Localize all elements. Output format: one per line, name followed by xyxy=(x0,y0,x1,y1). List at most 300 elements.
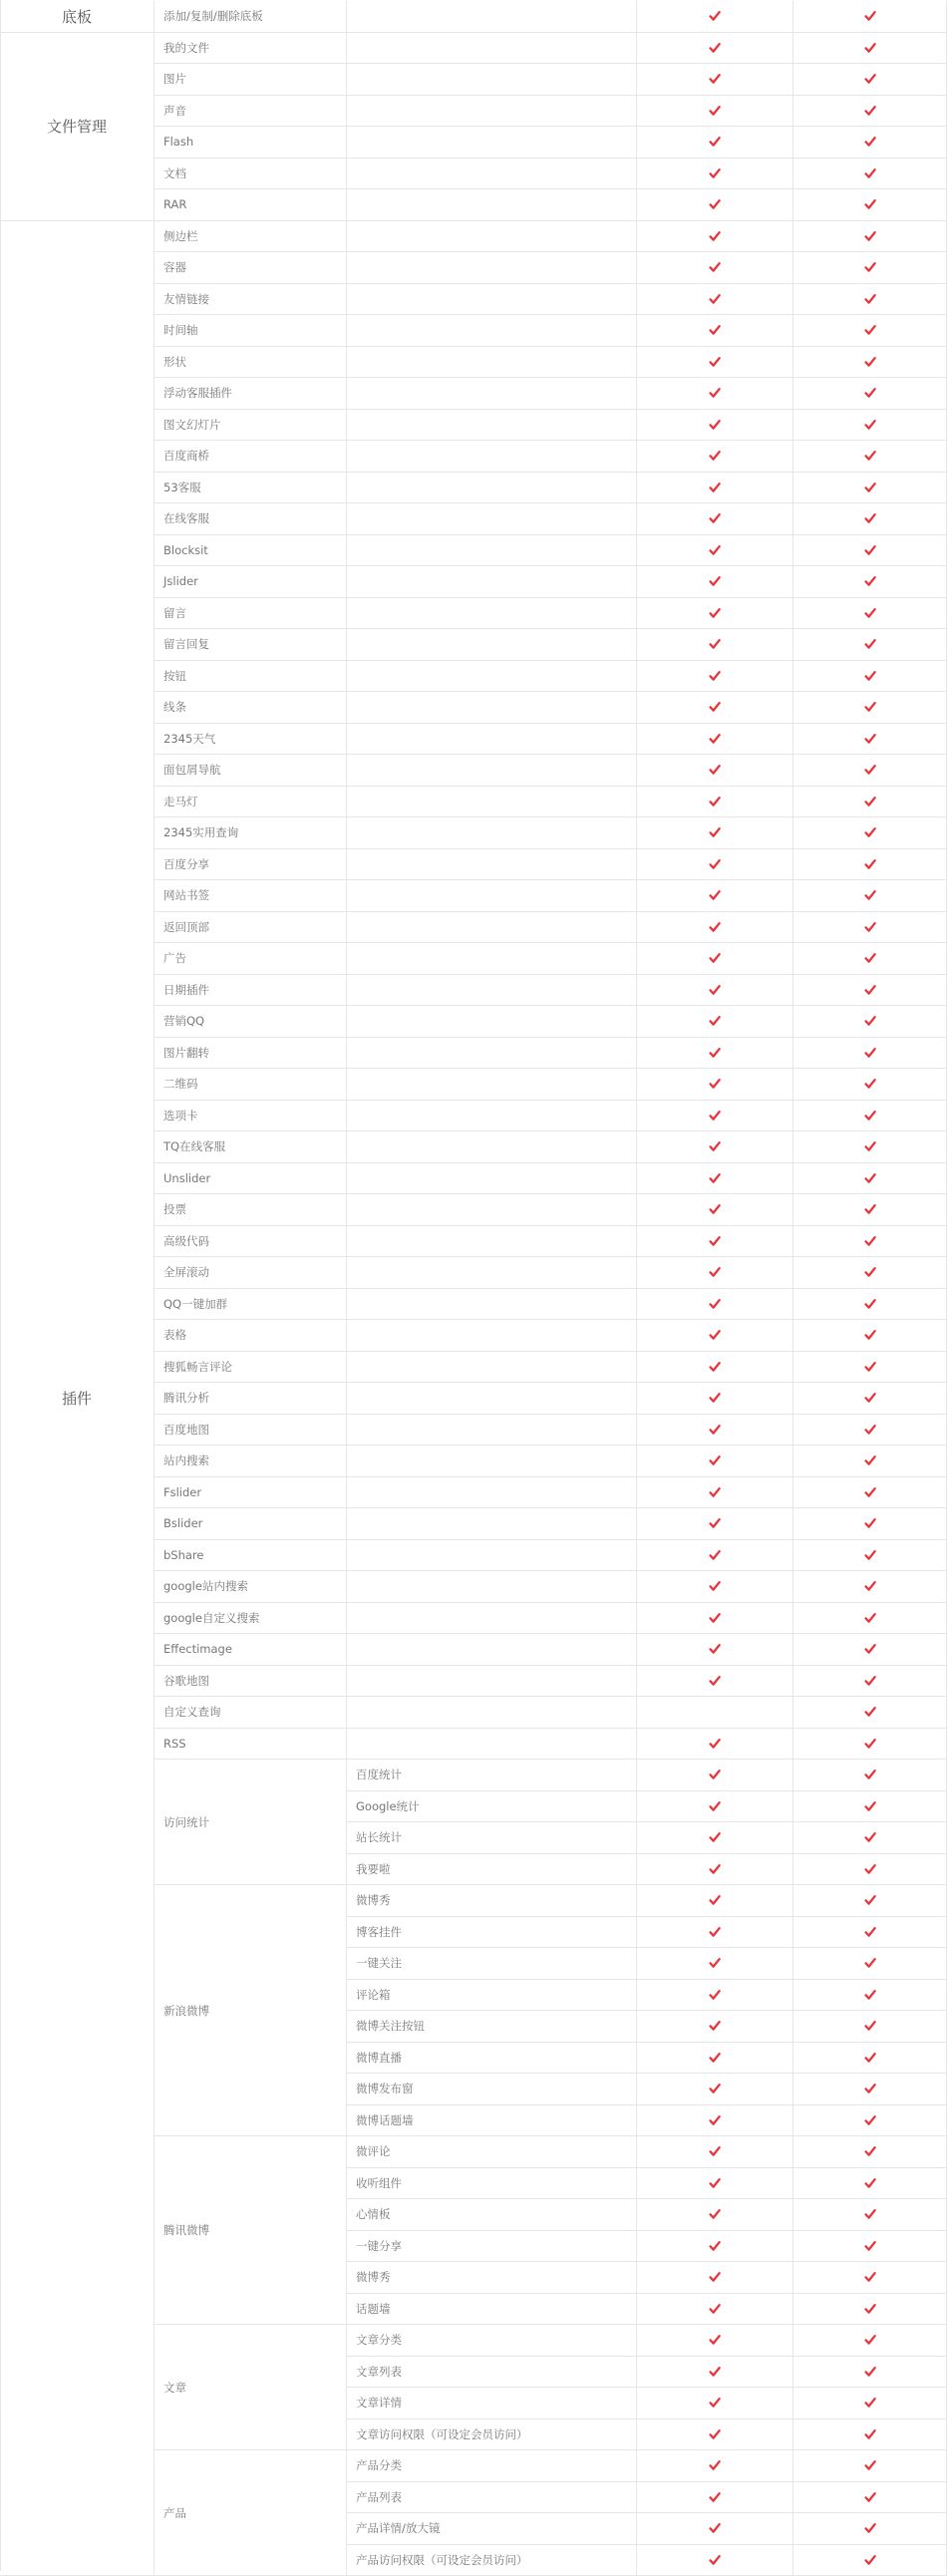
checkmark-icon xyxy=(864,2271,876,2283)
check-cell xyxy=(637,1760,793,1791)
checkmark-icon xyxy=(709,42,721,54)
check-cell xyxy=(793,473,947,504)
checkmark-icon xyxy=(709,1424,721,1436)
checkmark-icon xyxy=(864,2303,876,2315)
empty-sub-cell xyxy=(347,1194,637,1226)
checkmark-icon xyxy=(864,984,876,996)
checkmark-icon xyxy=(864,2459,876,2471)
checkmark-icon xyxy=(864,387,876,399)
empty-sub-cell xyxy=(347,566,637,598)
empty-sub-cell xyxy=(347,1352,637,1384)
check-cell xyxy=(793,127,947,159)
empty-sub-cell xyxy=(347,378,637,410)
checkmark-icon xyxy=(709,1392,721,1404)
check-cell xyxy=(793,755,947,787)
check-cell xyxy=(637,1320,793,1352)
check-cell xyxy=(637,2450,793,2482)
check-cell xyxy=(637,1729,793,1761)
checkmark-icon xyxy=(709,1926,721,1938)
check-cell xyxy=(793,33,947,65)
empty-sub-cell xyxy=(347,252,637,284)
checkmark-icon xyxy=(709,826,721,838)
check-cell xyxy=(793,724,947,756)
check-cell xyxy=(793,943,947,975)
feature-label: 腾讯分析 xyxy=(155,1383,347,1415)
checkmark-icon xyxy=(864,858,876,870)
checkmark-icon xyxy=(709,575,721,587)
feature-label: 二维码 xyxy=(155,1069,347,1101)
checkmark-icon xyxy=(864,1298,876,1310)
check-cell xyxy=(637,566,793,598)
checkmark-icon xyxy=(709,796,721,807)
check-cell xyxy=(793,2545,947,2576)
feature-label: TQ在线客服 xyxy=(155,1131,347,1163)
feature-label: 百度地图 xyxy=(155,1415,347,1447)
check-cell xyxy=(793,1194,947,1226)
check-cell xyxy=(793,503,947,535)
checkmark-icon xyxy=(709,1454,721,1466)
check-cell xyxy=(793,159,947,190)
check-cell xyxy=(793,2482,947,2514)
checkmark-icon xyxy=(864,261,876,273)
check-cell xyxy=(637,1477,793,1509)
check-cell xyxy=(793,1508,947,1540)
checkmark-icon xyxy=(709,387,721,399)
checkmark-icon xyxy=(709,638,721,650)
checkmark-icon xyxy=(864,1926,876,1938)
checkmark-icon xyxy=(709,1831,721,1843)
check-cell xyxy=(793,1854,947,1886)
check-cell xyxy=(793,1131,947,1163)
feature-group-label: 文章 xyxy=(155,2325,347,2450)
feature-label: 添加/复制/删除底板 xyxy=(155,1,347,33)
feature-label: 侧边栏 xyxy=(155,221,347,253)
check-cell xyxy=(637,2482,793,2514)
check-cell xyxy=(637,912,793,944)
check-cell xyxy=(793,787,947,818)
checkmark-icon xyxy=(709,261,721,273)
checkmark-icon xyxy=(864,105,876,117)
check-cell xyxy=(793,692,947,724)
checkmark-icon xyxy=(709,1047,721,1059)
check-cell xyxy=(637,1289,793,1321)
sub-feature-label: 微博发布窗 xyxy=(347,2074,637,2105)
checkmark-icon xyxy=(709,1769,721,1780)
check-cell xyxy=(793,64,947,96)
checkmark-icon xyxy=(864,1172,876,1184)
check-cell xyxy=(793,315,947,347)
checkmark-icon xyxy=(864,1894,876,1906)
checkmark-icon xyxy=(709,293,721,305)
sub-feature-label: 产品列表 xyxy=(347,2482,637,2514)
check-cell xyxy=(637,1383,793,1415)
check-cell xyxy=(793,2105,947,2137)
checkmark-icon xyxy=(709,1172,721,1184)
checkmark-icon xyxy=(864,1738,876,1750)
check-cell xyxy=(637,1948,793,1980)
checkmark-icon xyxy=(709,1612,721,1624)
checkmark-icon xyxy=(864,1486,876,1498)
check-cell xyxy=(793,849,947,881)
check-cell xyxy=(793,2294,947,2326)
empty-sub-cell xyxy=(347,1383,637,1415)
empty-sub-cell xyxy=(347,1006,637,1038)
checkmark-icon xyxy=(709,2145,721,2157)
empty-sub-cell xyxy=(347,1069,637,1101)
check-cell xyxy=(637,1446,793,1477)
feature-label: QQ一键加群 xyxy=(155,1289,347,1321)
check-cell xyxy=(637,1791,793,1823)
empty-sub-cell xyxy=(347,189,637,221)
check-cell xyxy=(637,817,793,849)
feature-label: 容器 xyxy=(155,252,347,284)
checkmark-icon xyxy=(709,2020,721,2032)
check-cell xyxy=(637,661,793,693)
checkmark-icon xyxy=(709,1863,721,1875)
check-cell xyxy=(637,221,793,253)
check-cell xyxy=(793,975,947,1007)
empty-sub-cell xyxy=(347,284,637,316)
checkmark-icon xyxy=(709,2208,721,2220)
check-cell xyxy=(793,661,947,693)
checkmark-icon xyxy=(709,1015,721,1027)
check-cell xyxy=(793,410,947,442)
checkmark-icon xyxy=(864,1078,876,1090)
feature-label: 表格 xyxy=(155,1320,347,1352)
checkmark-icon xyxy=(864,2240,876,2252)
check-cell xyxy=(793,1666,947,1698)
check-cell xyxy=(637,1917,793,1949)
checkmark-icon xyxy=(864,512,876,524)
check-cell xyxy=(637,189,793,221)
check-cell xyxy=(793,1101,947,1132)
checkmark-icon xyxy=(709,889,721,901)
empty-sub-cell xyxy=(347,661,637,693)
check-cell xyxy=(637,503,793,535)
check-cell xyxy=(637,315,793,347)
check-cell xyxy=(637,347,793,379)
checkmark-icon xyxy=(709,1266,721,1278)
feature-label: 声音 xyxy=(155,96,347,128)
check-cell xyxy=(793,1760,947,1791)
checkmark-icon xyxy=(709,2397,721,2409)
checkmark-icon xyxy=(709,482,721,493)
check-cell xyxy=(637,441,793,473)
checkmark-icon xyxy=(864,42,876,54)
checkmark-icon xyxy=(864,1361,876,1373)
check-cell xyxy=(793,347,947,379)
checkmark-icon xyxy=(864,1329,876,1341)
checkmark-icon xyxy=(864,2366,876,2378)
empty-sub-cell xyxy=(347,880,637,912)
empty-sub-cell xyxy=(347,1226,637,1258)
checkmark-icon xyxy=(709,198,721,210)
check-cell xyxy=(637,1603,793,1635)
category-label: 底板 xyxy=(0,1,155,33)
check-cell xyxy=(637,96,793,128)
feature-label: Fslider xyxy=(155,1477,347,1509)
checkmark-icon xyxy=(864,796,876,807)
checkmark-icon xyxy=(864,2114,876,2126)
checkmark-icon xyxy=(864,324,876,336)
check-cell xyxy=(793,1415,947,1447)
check-cell xyxy=(793,1791,947,1823)
checkmark-icon xyxy=(864,2554,876,2566)
checkmark-icon xyxy=(864,1831,876,1843)
check-cell xyxy=(793,189,947,221)
empty-sub-cell xyxy=(347,96,637,128)
checkmark-icon xyxy=(709,73,721,85)
check-cell xyxy=(793,1446,947,1477)
feature-label: 留言 xyxy=(155,598,347,630)
feature-label: 浮动客服插件 xyxy=(155,378,347,410)
check-cell xyxy=(793,1383,947,1415)
checkmark-icon xyxy=(709,2177,721,2189)
check-cell xyxy=(637,2199,793,2231)
feature-label: 选项卡 xyxy=(155,1101,347,1132)
checkmark-icon xyxy=(864,2177,876,2189)
checkmark-icon xyxy=(864,607,876,619)
check-cell xyxy=(637,2419,793,2451)
feature-label: 时间轴 xyxy=(155,315,347,347)
empty-sub-cell xyxy=(347,535,637,567)
checkmark-icon xyxy=(864,1612,876,1624)
checkmark-icon xyxy=(709,764,721,776)
check-cell xyxy=(637,1194,793,1226)
checkmark-icon xyxy=(864,1517,876,1529)
empty-sub-cell xyxy=(347,817,637,849)
check-cell xyxy=(637,2513,793,2545)
check-cell xyxy=(793,1697,947,1729)
checkmark-icon xyxy=(709,1235,721,1247)
sub-feature-label: 微博直播 xyxy=(347,2043,637,2075)
checkmark-icon xyxy=(864,889,876,901)
empty-sub-cell xyxy=(347,127,637,159)
sub-feature-label: 百度统计 xyxy=(347,1760,637,1791)
empty-sub-cell xyxy=(347,692,637,724)
checkmark-icon xyxy=(709,2554,721,2566)
checkmark-icon xyxy=(864,1424,876,1436)
checkmark-icon xyxy=(864,826,876,838)
feature-label: 图片翻转 xyxy=(155,1038,347,1070)
check-cell xyxy=(637,1226,793,1258)
empty-sub-cell xyxy=(347,1131,637,1163)
checkmark-icon xyxy=(709,1517,721,1529)
checkmark-icon xyxy=(864,198,876,210)
checkmark-icon xyxy=(709,2491,721,2503)
sub-feature-label: 心情板 xyxy=(347,2199,637,2231)
feature-group-label: 产品 xyxy=(155,2450,347,2576)
check-cell xyxy=(793,96,947,128)
check-cell xyxy=(793,817,947,849)
empty-sub-cell xyxy=(347,1477,637,1509)
check-cell xyxy=(637,1540,793,1572)
check-cell xyxy=(793,252,947,284)
check-cell xyxy=(793,1069,947,1101)
category-label: 文件管理 xyxy=(0,33,155,221)
empty-sub-cell xyxy=(347,441,637,473)
checkmark-icon xyxy=(864,1203,876,1215)
checkmark-icon xyxy=(709,952,721,964)
feature-label: RAR xyxy=(155,189,347,221)
checkmark-icon xyxy=(864,764,876,776)
empty-sub-cell xyxy=(347,1729,637,1761)
sub-feature-label: 博客挂件 xyxy=(347,1917,637,1949)
checkmark-icon xyxy=(709,1110,721,1122)
feature-label: 53客服 xyxy=(155,473,347,504)
empty-sub-cell xyxy=(347,159,637,190)
sub-feature-label: 一键关注 xyxy=(347,1948,637,1980)
checkmark-icon xyxy=(864,2491,876,2503)
checkmark-icon xyxy=(864,1015,876,1027)
check-cell xyxy=(793,2136,947,2168)
feature-label: Bslider xyxy=(155,1508,347,1540)
checkmark-icon xyxy=(864,1392,876,1404)
checkmark-icon xyxy=(864,2052,876,2064)
check-cell xyxy=(793,1540,947,1572)
checkmark-icon xyxy=(864,1235,876,1247)
checkmark-icon xyxy=(864,1989,876,2001)
checkmark-icon xyxy=(864,2522,876,2534)
checkmark-icon xyxy=(709,1894,721,1906)
check-cell xyxy=(637,284,793,316)
feature-label: 营销QQ xyxy=(155,1006,347,1038)
feature-label: bShare xyxy=(155,1540,347,1572)
feature-group-label: 新浪微博 xyxy=(155,1885,347,2136)
check-cell xyxy=(793,1320,947,1352)
check-cell xyxy=(637,1822,793,1854)
check-cell xyxy=(637,2262,793,2294)
sub-feature-label: 产品详情/放大镜 xyxy=(347,2513,637,2545)
feature-label: 文档 xyxy=(155,159,347,190)
check-cell xyxy=(637,473,793,504)
checkmark-icon xyxy=(864,482,876,493)
checkmark-icon xyxy=(864,2145,876,2157)
checkmark-icon xyxy=(709,2114,721,2126)
checkmark-icon xyxy=(709,167,721,179)
check-cell xyxy=(793,2168,947,2200)
checkmark-icon xyxy=(864,2020,876,2032)
check-cell xyxy=(637,410,793,442)
checkmark-icon xyxy=(709,1580,721,1592)
check-cell xyxy=(793,2419,947,2451)
empty-sub-cell xyxy=(347,849,637,881)
sub-feature-label: 文章详情 xyxy=(347,2388,637,2419)
checkmark-icon xyxy=(709,230,721,242)
check-cell xyxy=(793,284,947,316)
checkmark-icon xyxy=(709,1361,721,1373)
checkmark-icon xyxy=(864,1800,876,1812)
checkmark-icon xyxy=(709,1989,721,2001)
feature-label: 广告 xyxy=(155,943,347,975)
empty-sub-cell xyxy=(347,315,637,347)
feature-label: 2345天气 xyxy=(155,724,347,756)
check-cell xyxy=(637,2074,793,2105)
checkmark-icon xyxy=(709,10,721,22)
check-cell xyxy=(637,755,793,787)
feature-label: 留言回复 xyxy=(155,629,347,661)
check-cell xyxy=(793,2325,947,2357)
feature-label: 面包屑导航 xyxy=(155,755,347,787)
empty-sub-cell xyxy=(347,503,637,535)
checkmark-icon xyxy=(864,670,876,682)
check-cell xyxy=(793,1163,947,1195)
checkmark-icon xyxy=(709,670,721,682)
empty-sub-cell xyxy=(347,1571,637,1603)
checkmark-icon xyxy=(709,2052,721,2064)
feature-group-label: 腾讯微博 xyxy=(155,2136,347,2325)
checkmark-icon xyxy=(709,450,721,462)
empty-sub-cell xyxy=(347,1320,637,1352)
check-cell xyxy=(793,2199,947,2231)
check-cell xyxy=(793,2074,947,2105)
checkmark-icon xyxy=(864,1047,876,1059)
check-cell xyxy=(637,1854,793,1886)
check-cell xyxy=(793,1571,947,1603)
checkmark-icon xyxy=(709,2303,721,2315)
sub-feature-label: 产品分类 xyxy=(347,2450,637,2482)
checkmark-icon xyxy=(709,1203,721,1215)
check-cell xyxy=(637,2231,793,2263)
check-cell xyxy=(793,2513,947,2545)
check-cell xyxy=(637,2105,793,2137)
checkmark-icon xyxy=(709,2522,721,2534)
check-cell xyxy=(637,1415,793,1447)
feature-label: Flash xyxy=(155,127,347,159)
checkmark-icon xyxy=(864,1863,876,1875)
sub-feature-label: 微博话题墙 xyxy=(347,2105,637,2137)
check-cell xyxy=(637,64,793,96)
check-cell xyxy=(793,1729,947,1761)
check-cell xyxy=(637,127,793,159)
empty-sub-cell xyxy=(347,943,637,975)
empty-sub-cell xyxy=(347,975,637,1007)
checkmark-icon xyxy=(864,701,876,713)
sub-feature-label: 微博关注按钮 xyxy=(347,2011,637,2043)
sub-feature-label: 收听组件 xyxy=(347,2168,637,2200)
checkmark-icon xyxy=(864,2428,876,2440)
check-cell xyxy=(793,2011,947,2043)
feature-label: Blocksit xyxy=(155,535,347,567)
checkmark-icon xyxy=(709,2271,721,2283)
empty-sub-cell xyxy=(347,598,637,630)
empty-sub-cell xyxy=(347,1697,637,1729)
check-cell xyxy=(793,880,947,912)
checkmark-icon xyxy=(709,2428,721,2440)
sub-feature-label: 站长统计 xyxy=(347,1822,637,1854)
empty-sub-cell xyxy=(347,347,637,379)
checkmark-icon xyxy=(709,984,721,996)
category-label: 插件 xyxy=(0,221,155,2576)
check-cell xyxy=(793,2262,947,2294)
checkmark-icon xyxy=(864,356,876,368)
check-cell xyxy=(793,629,947,661)
check-cell xyxy=(793,1948,947,1980)
check-cell xyxy=(637,1,793,33)
feature-label: 搜狐畅言评论 xyxy=(155,1352,347,1384)
check-cell xyxy=(793,2357,947,2389)
empty-sub-cell xyxy=(347,64,637,96)
sub-feature-label: 评论箱 xyxy=(347,1980,637,2012)
checkmark-icon xyxy=(864,136,876,148)
empty-sub-cell xyxy=(347,33,637,65)
check-cell xyxy=(637,1006,793,1038)
empty-sub-cell xyxy=(347,629,637,661)
feature-label: 网站书签 xyxy=(155,880,347,912)
check-cell xyxy=(637,787,793,818)
empty-sub-cell xyxy=(347,787,637,818)
check-cell xyxy=(637,943,793,975)
